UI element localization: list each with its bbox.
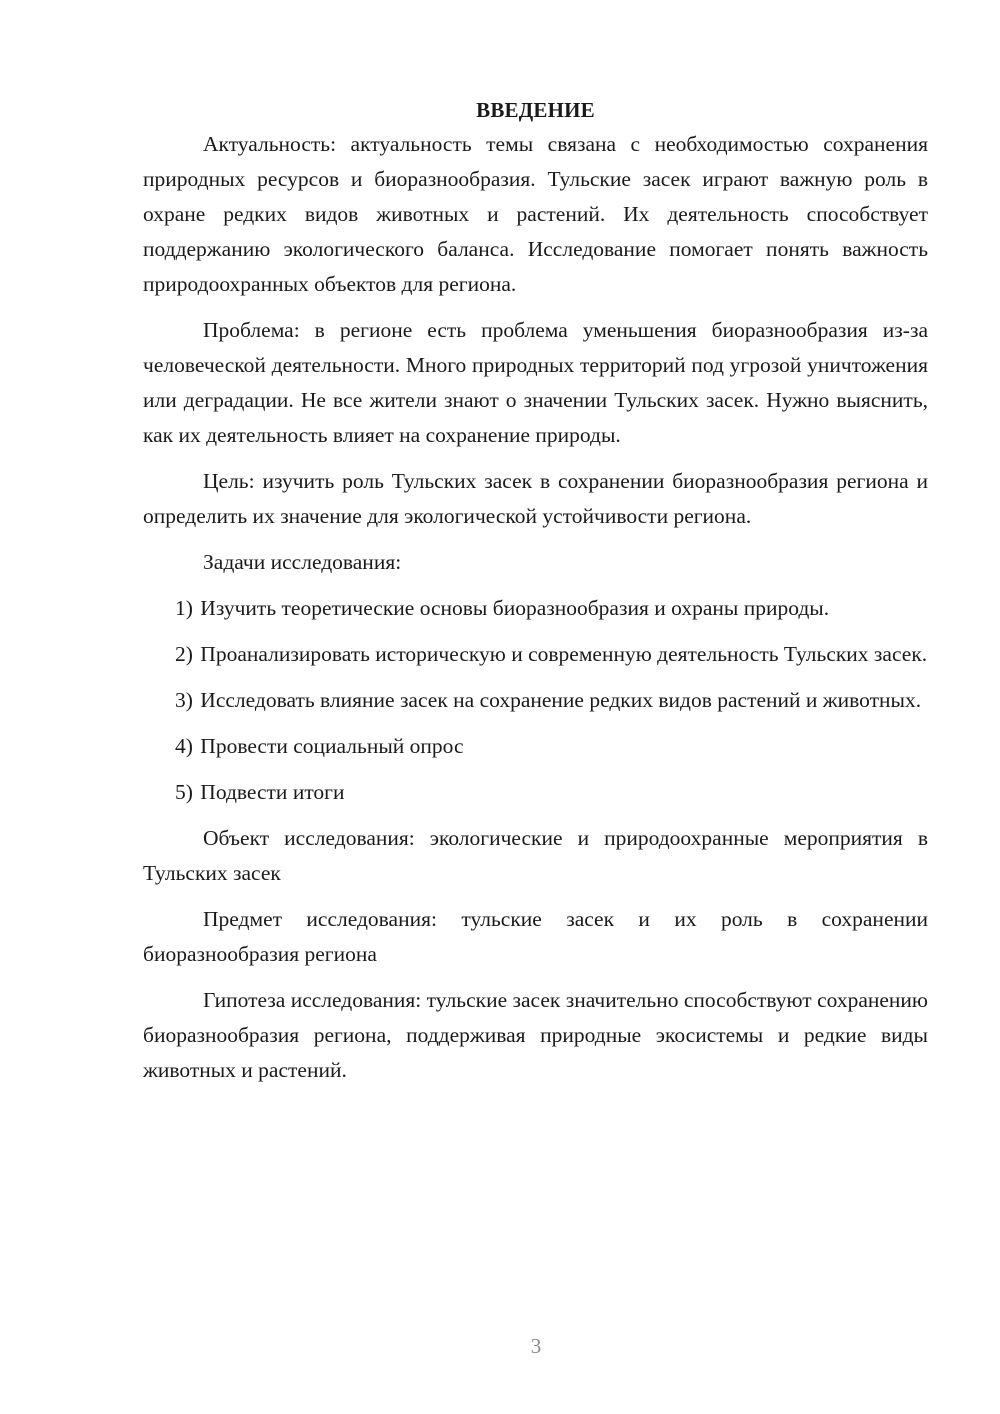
task-text: Изучить теоретические основы биоразнообразия и охраны природы. [200, 596, 830, 620]
task-text: Провести социальный опрос [200, 734, 464, 758]
task-text: Исследовать влияние засек на сохранение редких видов растений и животных. [200, 688, 922, 712]
task-item [143, 637, 928, 672]
task-number: 1) [175, 596, 193, 620]
task-item [143, 775, 928, 810]
task-text: Подвести итоги [200, 780, 345, 804]
object-paragraph: Объект исследования: экологические и природоохранные мероприятия в Тульских засек [143, 826, 928, 885]
section-heading: ВВЕДЕНИЕ [476, 98, 595, 122]
page-number: 3 [530, 1334, 542, 1358]
task-text: Проанализировать историческую и современную деятельность Тульских засек. [200, 642, 928, 666]
task-number: 2) [175, 642, 193, 666]
tasks-title: Задачи исследования: [203, 550, 402, 574]
task-item [143, 729, 928, 764]
subject-paragraph: Предмет исследования: тульские засек и их роль в сохранении биоразнообразия региона [143, 907, 928, 966]
document-page [143, 95, 928, 1088]
hypothesis-paragraph: Гипотеза исследования: тульские засек значительно способствуют сохранению биоразнообразия региона, поддерживая природные экосистемы и редкие виды животных и растений. [143, 988, 928, 1082]
task-item [143, 683, 928, 718]
problem-paragraph: Проблема: в регионе есть проблема уменьшения биоразнообразия из-за человеческой деятельности. Много природных территорий под угрозой уничтожения или деградации. Не все жители знают о значении Тульских засек. Нужно выяснить, как их деятельность влияет на сохранение природы. [143, 318, 928, 447]
relevance-paragraph: Актуальность: актуальность темы связана с необходимостью сохранения природных ресурсов и биоразнообразия. Тульские засек играют важную роль в охране редких видов животных и растений. Их деятельность способствует поддержанию экологического баланса. Исследование помогает понять важность природоохранных объектов для региона. [143, 132, 928, 296]
task-item [143, 591, 928, 626]
task-number: 5) [175, 780, 193, 804]
task-number: 4) [175, 734, 193, 758]
task-number: 3) [175, 688, 193, 712]
goal-paragraph: Цель: изучить роль Тульских засек в сохранении биоразнообразия региона и определить их значение для экологической устойчивости региона. [143, 469, 928, 528]
